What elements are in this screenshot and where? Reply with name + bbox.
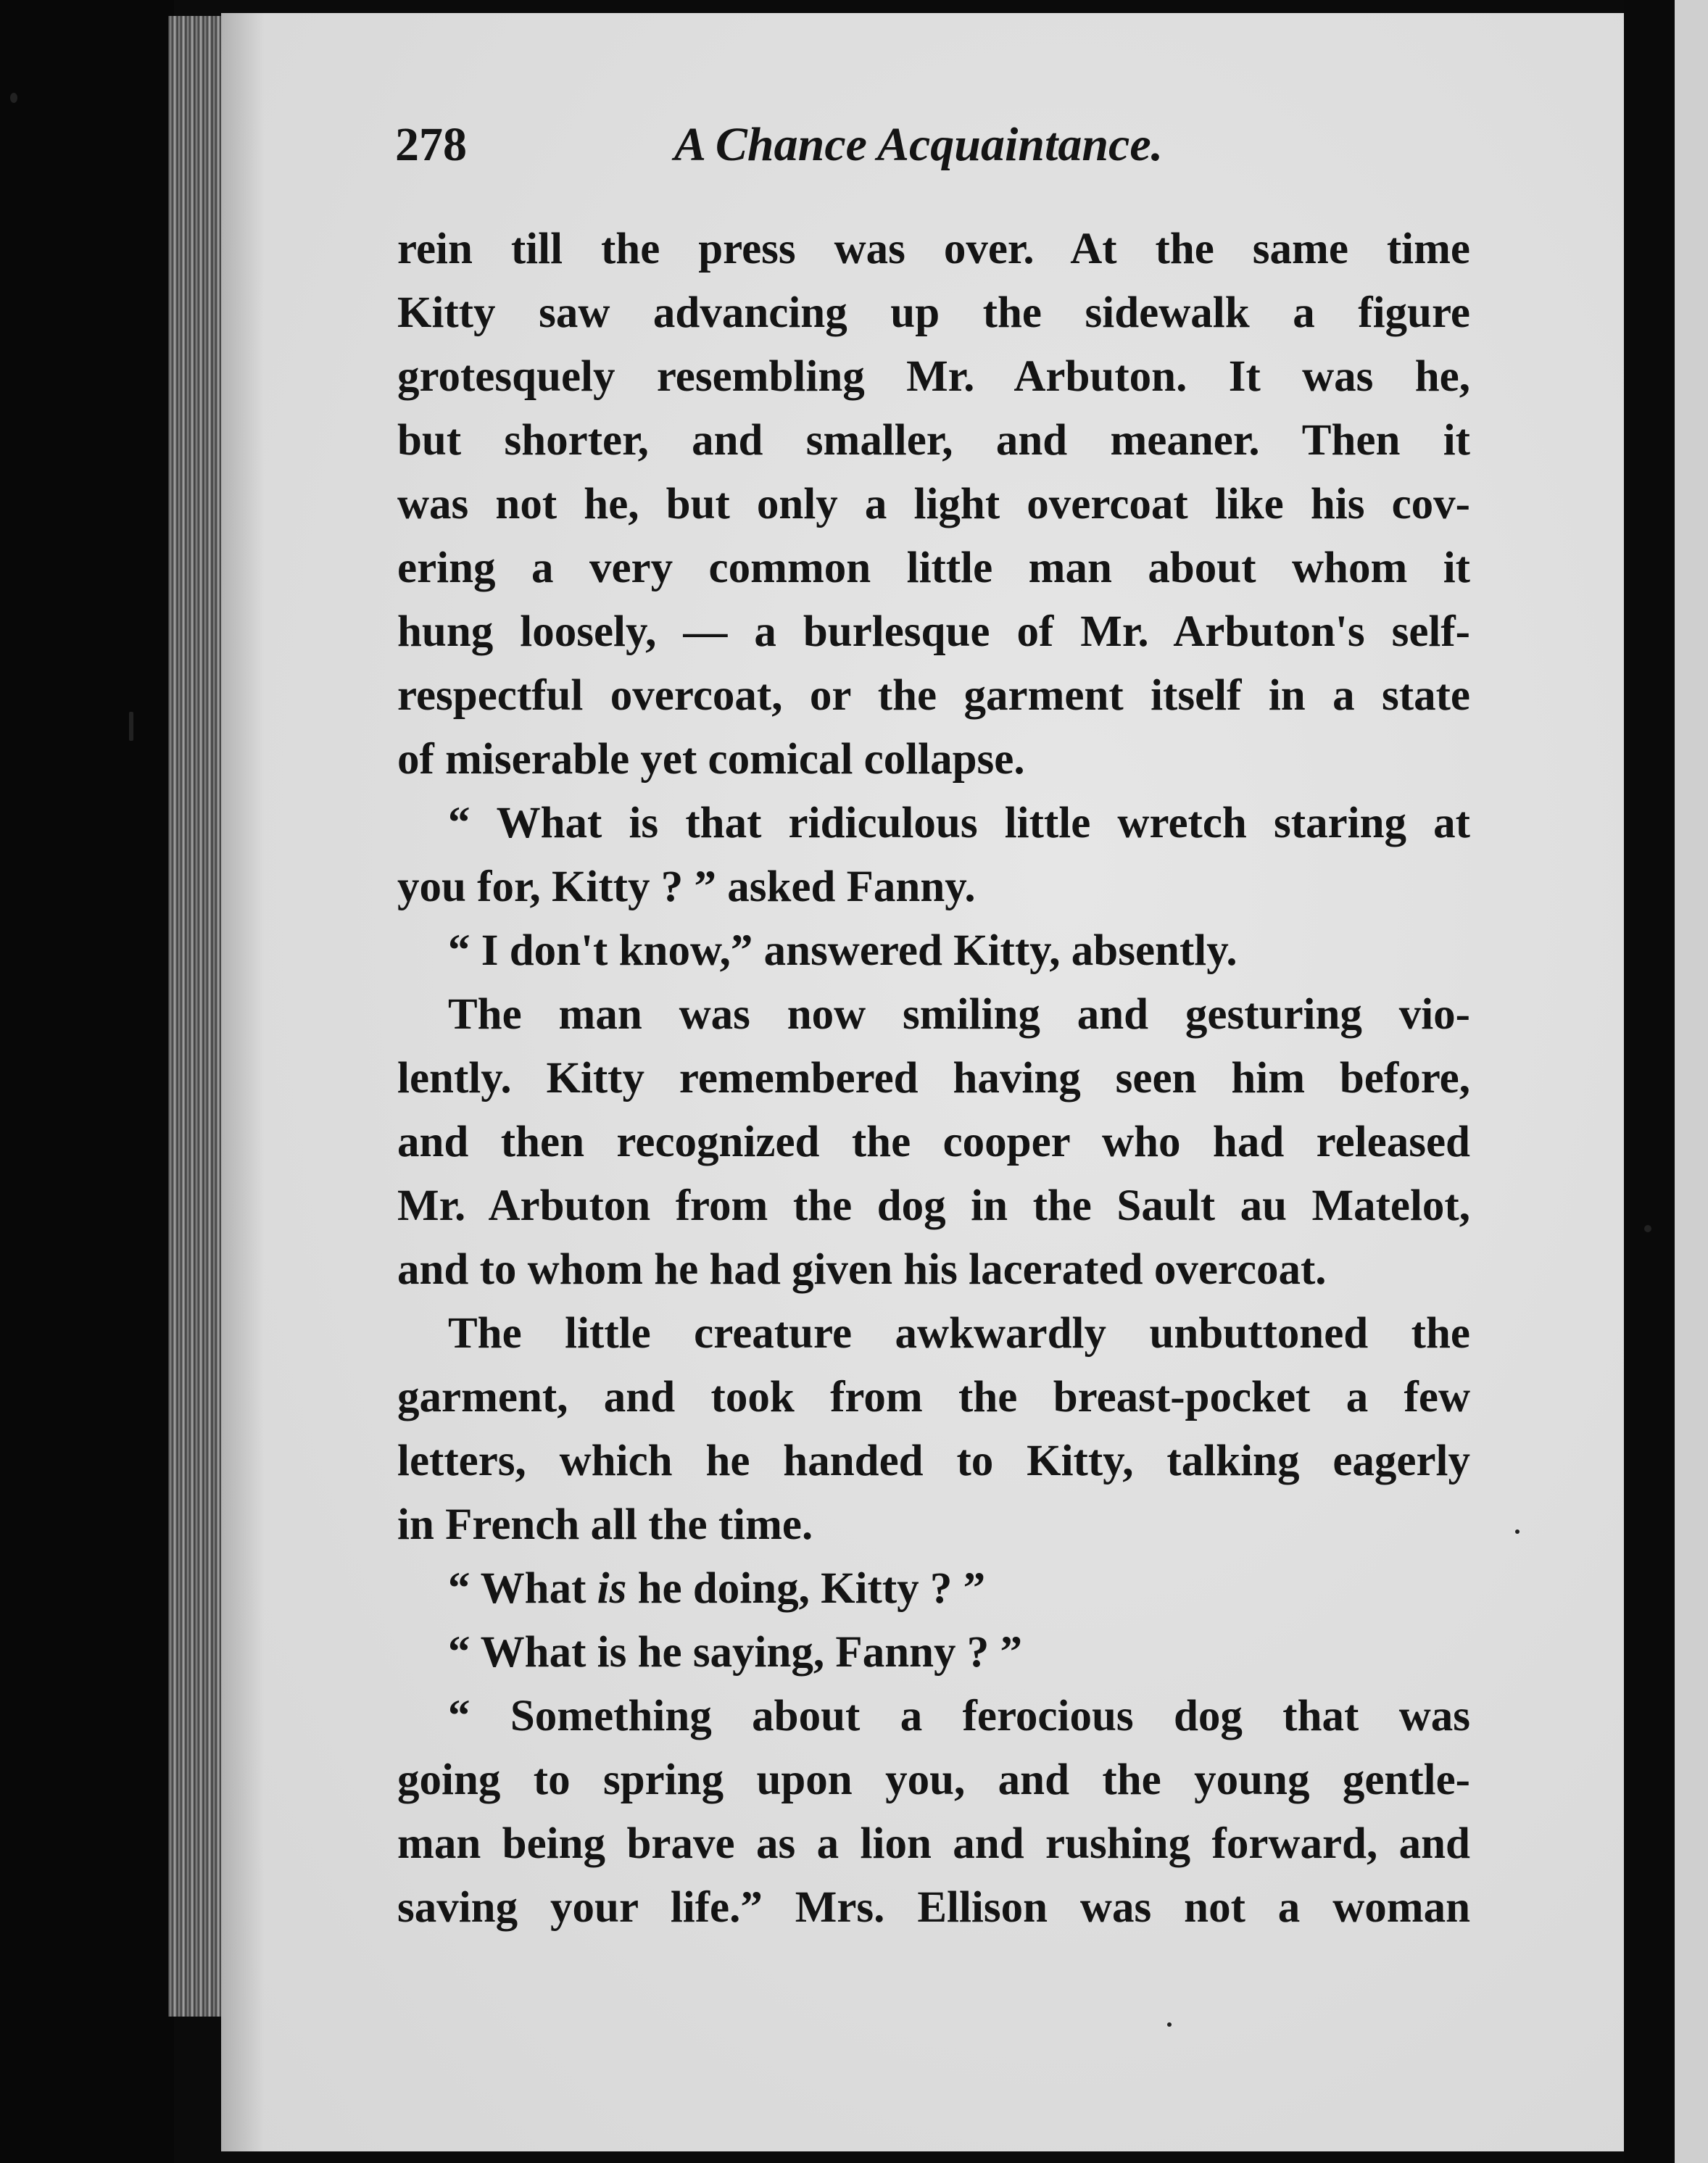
text-line: respectful overcoat, or the garment itself in a state bbox=[397, 671, 1470, 720]
text-line: letters, which he handed to Kitty, talking eagerly bbox=[397, 1437, 1470, 1485]
text-line: you for, Kitty ? ” asked Fanny. bbox=[397, 863, 976, 911]
text-line: garment, and took from the breast-pocket a few bbox=[397, 1373, 1470, 1421]
text-line: but shorter, and smaller, and meaner. Then it bbox=[397, 416, 1470, 465]
text-line: in French all the time. bbox=[397, 1500, 813, 1549]
text-line: “ I don't know,” answered Kitty, absently. bbox=[448, 926, 1238, 975]
text-line: ering a very common little man about whom it bbox=[397, 544, 1470, 592]
text-line: The little creature awkwardly unbuttoned the bbox=[448, 1309, 1470, 1358]
page-number: 278 bbox=[395, 118, 467, 171]
text-line-with-italic bbox=[397, 1557, 1470, 1621]
text-line: The man was now smiling and gesturing vio- bbox=[448, 990, 1470, 1039]
italic-emphasis: is bbox=[597, 1564, 627, 1613]
text-line: saving your life.” Mrs. Ellison was not a woman bbox=[397, 1883, 1470, 1932]
page-header bbox=[395, 117, 1483, 175]
text-line: lently. Kitty remembered having seen him before, bbox=[397, 1054, 1470, 1103]
book-page-edges bbox=[168, 16, 226, 2017]
scan-speck bbox=[1644, 1225, 1651, 1232]
scan-speck bbox=[1515, 1529, 1520, 1534]
text-line: Mr. Arbuton from the dog in the Sault au Matelot, bbox=[397, 1182, 1470, 1230]
running-title: A Chance Acquaintance. bbox=[674, 118, 1164, 171]
scan-left-margin bbox=[0, 0, 174, 2163]
text-segment: he doing, Kitty ? ” bbox=[626, 1564, 986, 1613]
scan-speck bbox=[129, 712, 133, 741]
scan-speck bbox=[10, 93, 17, 103]
text-line: was not he, but only a light overcoat like his cov- bbox=[397, 480, 1470, 528]
text-line: Kitty saw advancing up the sidewalk a figure bbox=[397, 288, 1470, 337]
text-line: rein till the press was over. At the same time bbox=[397, 225, 1470, 273]
text-segment: “ What bbox=[448, 1564, 597, 1613]
text-line: going to spring upon you, and the young gentle- bbox=[397, 1756, 1470, 1804]
text-line: man being brave as a lion and rushing forward, and bbox=[397, 1819, 1470, 1868]
text-line: and to whom he had given his lacerated overcoat. bbox=[397, 1245, 1327, 1294]
text-line: grotesquely resembling Mr. Arbuton. It was he, bbox=[397, 352, 1470, 401]
scan-speck bbox=[1167, 2022, 1172, 2027]
text-line: of miserable yet comical collapse. bbox=[397, 735, 1025, 784]
text-line: “ What is that ridiculous little wretch staring at bbox=[448, 799, 1470, 847]
text-line: “ What is he saying, Fanny ? ” bbox=[448, 1628, 1023, 1677]
text-line: and then recognized the cooper who had released bbox=[397, 1118, 1470, 1166]
facing-page-edge bbox=[1675, 0, 1708, 2163]
body-text bbox=[397, 217, 1470, 1940]
text-line: hung loosely, — a burlesque of Mr. Arbuton's self- bbox=[397, 607, 1470, 656]
text-line: “ Something about a ferocious dog that was bbox=[448, 1692, 1470, 1740]
